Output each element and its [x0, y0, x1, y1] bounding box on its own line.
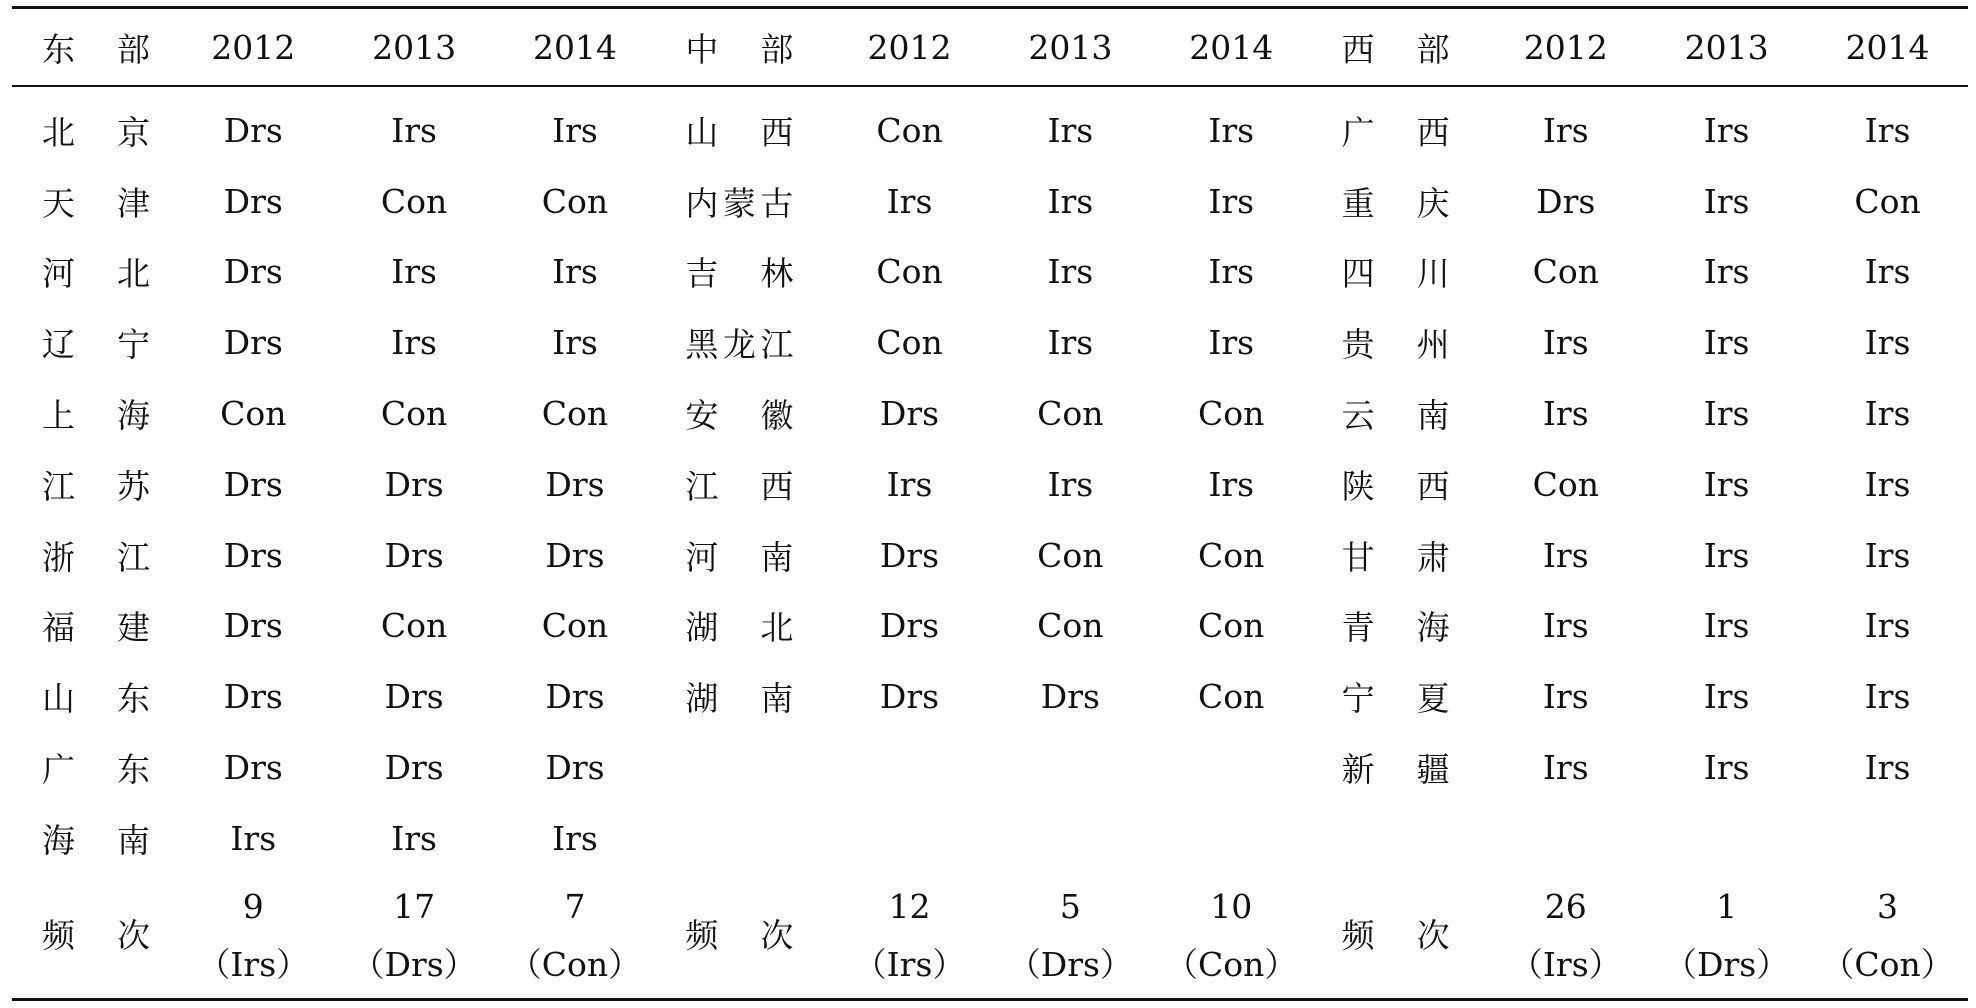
rts-value-west-2013: [1646, 803, 1807, 874]
header-east-2012: 2012: [211, 27, 296, 67]
province-name-central: 湖南: [685, 679, 794, 719]
rts-value-west-2014: [1807, 803, 1968, 874]
rts-value-central-2013: Con: [1037, 606, 1104, 646]
rts-value-central-2013: Con: [1037, 394, 1104, 434]
header-west-2014: 2014: [1845, 27, 1930, 67]
rts-value-west-2014: Irs: [1864, 535, 1911, 575]
table-row: [12, 661, 1968, 732]
rts-value-east-2013: Drs: [384, 748, 444, 788]
province-name-central: 河南: [685, 537, 794, 577]
rts-value-west-2013: Irs: [1703, 394, 1750, 434]
table-row: [12, 237, 1968, 308]
table-row: [12, 732, 1968, 803]
header-west-2012: 2012: [1523, 27, 1608, 67]
rts-value-central-2014: Irs: [1208, 110, 1255, 150]
freq-west-2013: 1 （Drs）: [1664, 886, 1790, 984]
table-row: [12, 307, 1968, 378]
rts-value-central-2014: [1151, 803, 1312, 874]
rts-value-west-2014: Con: [1854, 181, 1921, 221]
rts-value-east-2012: Irs: [230, 818, 277, 858]
rts-value-east-2014: Irs: [552, 323, 598, 363]
rts-value-central-2014: Con: [1198, 535, 1265, 575]
header-central-2012: 2012: [867, 27, 952, 67]
header-central-2013: 2013: [1028, 27, 1113, 67]
freq-central-2014: 10 （Con）: [1165, 886, 1298, 984]
rts-value-central-2014: Con: [1198, 606, 1265, 646]
rts-value-east-2014: Con: [541, 606, 609, 646]
rts-value-east-2014: Drs: [545, 748, 605, 788]
rts-value-central-2012: Irs: [886, 181, 933, 221]
rts-value-east-2012: Drs: [223, 110, 283, 150]
returns-to-scale-table: [12, 6, 1968, 1001]
rts-value-east-2012: Drs: [223, 606, 283, 646]
rts-value-east-2013: Drs: [384, 535, 444, 575]
rts-value-west-2014: Irs: [1864, 394, 1911, 434]
province-name-west: 广西: [1341, 112, 1450, 152]
province-name-west: 甘肃: [1341, 537, 1450, 577]
freq-central-2012: 12 （Irs）: [853, 886, 966, 984]
rts-value-west-2013: Irs: [1703, 110, 1750, 150]
rts-value-central-2013: Drs: [1040, 677, 1100, 717]
rts-value-central-2012: Drs: [879, 606, 940, 646]
rts-value-west-2014: Irs: [1864, 464, 1911, 504]
rts-value-central-2012: Drs: [879, 394, 940, 434]
rts-value-west-2012: Drs: [1536, 181, 1596, 221]
rts-value-central-2012: Con: [876, 110, 943, 150]
rts-value-east-2013: Con: [380, 181, 448, 221]
rts-value-east-2013: Con: [380, 606, 448, 646]
province-name-central: [655, 732, 829, 803]
rts-value-east-2014: Con: [541, 181, 609, 221]
table-row: [12, 166, 1968, 237]
rts-value-central-2014: Con: [1198, 394, 1265, 434]
province-name-central: [655, 803, 829, 874]
rts-value-east-2013: Irs: [391, 818, 437, 858]
table-row: [12, 449, 1968, 520]
rts-value-west-2013: Irs: [1703, 464, 1750, 504]
rts-value-east-2013: Drs: [384, 677, 444, 717]
province-name-west: 四川: [1341, 254, 1450, 294]
province-name-east: 广东: [42, 750, 150, 790]
province-name-east: 山东: [42, 679, 150, 719]
header-west: 西 部: [1341, 29, 1450, 69]
rts-value-central-2014: [1151, 732, 1312, 803]
header-west-2013: 2013: [1684, 27, 1769, 67]
rts-value-east-2013: Irs: [391, 252, 437, 292]
rts-value-east-2012: Drs: [223, 535, 283, 575]
province-name-central: 吉林: [685, 254, 794, 294]
rts-value-west-2013: Irs: [1703, 606, 1750, 646]
rts-value-west-2014: Irs: [1864, 748, 1911, 788]
province-name-east: 海南: [42, 820, 150, 860]
rts-value-west-2012: Irs: [1542, 748, 1589, 788]
province-name-west: 云南: [1341, 396, 1450, 436]
rts-value-central-2012: [829, 803, 990, 874]
rts-value-east-2014: Drs: [545, 464, 605, 504]
rts-value-west-2014: Irs: [1864, 252, 1911, 292]
rts-value-west-2013: Irs: [1703, 323, 1750, 363]
rts-value-east-2014: Drs: [545, 535, 605, 575]
province-name-east: 北京: [42, 112, 150, 152]
rts-value-west-2012: Con: [1532, 252, 1599, 292]
rts-value-west-2012: Irs: [1542, 606, 1589, 646]
rts-value-east-2012: Drs: [223, 323, 283, 363]
rts-value-central-2014: Irs: [1208, 323, 1255, 363]
rts-value-east-2013: Con: [380, 394, 448, 434]
rts-value-central-2013: Irs: [1047, 110, 1094, 150]
rts-value-central-2013: Irs: [1047, 464, 1094, 504]
province-name-east: 辽宁: [42, 325, 150, 365]
header-central-2014: 2014: [1189, 27, 1274, 67]
rts-value-central-2014: Con: [1198, 677, 1265, 717]
table-row: [12, 520, 1968, 591]
freq-east-2013: 17 （Drs）: [351, 886, 477, 984]
rts-value-west-2013: Irs: [1703, 252, 1750, 292]
province-name-central: 江西: [685, 466, 794, 506]
rts-value-west-2012: Irs: [1542, 394, 1589, 434]
rts-value-east-2012: Con: [220, 394, 287, 434]
rts-value-east-2012: Drs: [223, 748, 283, 788]
province-name-west: 陕西: [1341, 466, 1450, 506]
rts-value-west-2013: Irs: [1703, 181, 1750, 221]
rts-value-central-2013: [990, 732, 1151, 803]
rts-value-central-2013: Con: [1037, 535, 1104, 575]
table-header: [12, 8, 1968, 87]
header-row: [12, 8, 1968, 87]
rts-value-central-2012: Drs: [879, 677, 940, 717]
rts-value-east-2014: Irs: [552, 110, 598, 150]
rts-value-central-2012: Irs: [886, 464, 933, 504]
rts-value-central-2014: Irs: [1208, 464, 1255, 504]
rts-value-central-2013: Irs: [1047, 252, 1094, 292]
rts-value-east-2012: Drs: [223, 677, 283, 717]
province-name-west: 贵州: [1341, 325, 1450, 365]
frequency-label-central: 频 次: [685, 915, 794, 955]
province-name-central: 安徽: [685, 396, 794, 436]
table-body: [12, 86, 1968, 999]
data-table: [12, 6, 1968, 1001]
freq-east-2012: 9 （Irs）: [197, 886, 310, 984]
rts-value-west-2014: Irs: [1864, 606, 1911, 646]
province-name-west: 青海: [1341, 608, 1450, 648]
province-name-east: 天津: [42, 183, 150, 223]
rts-value-west-2012: Con: [1532, 464, 1599, 504]
header-east-2013: 2013: [372, 27, 457, 67]
rts-value-central-2014: Irs: [1208, 252, 1255, 292]
freq-central-2013: 5 （Drs）: [1007, 886, 1133, 984]
rts-value-west-2014: Irs: [1864, 677, 1911, 717]
province-name-central: 黑龙江: [685, 325, 794, 365]
rts-value-west-2013: Irs: [1703, 677, 1750, 717]
rts-value-central-2012: Con: [876, 323, 943, 363]
rts-value-central-2013: Irs: [1047, 323, 1094, 363]
freq-west-2014: 3 （Con）: [1821, 886, 1954, 984]
rts-value-east-2012: Drs: [223, 181, 283, 221]
table-row: [12, 591, 1968, 662]
rts-value-east-2014: Irs: [552, 252, 598, 292]
province-name-central: 山西: [685, 112, 794, 152]
rts-value-east-2014: Drs: [545, 677, 605, 717]
rts-value-east-2014: Irs: [552, 818, 598, 858]
rts-value-east-2013: Irs: [391, 110, 437, 150]
rts-value-central-2012: Con: [876, 252, 943, 292]
rts-value-central-2014: Irs: [1208, 181, 1255, 221]
rts-value-west-2013: Irs: [1703, 535, 1750, 575]
province-name-east: 上海: [42, 396, 150, 436]
province-name-east: 浙江: [42, 537, 150, 577]
rts-value-central-2012: [829, 732, 990, 803]
province-name-east: 江苏: [42, 466, 150, 506]
province-name-west: 宁夏: [1341, 679, 1450, 719]
rts-value-central-2013: [990, 803, 1151, 874]
province-name-west: 重庆: [1341, 183, 1450, 223]
province-name-east: 河北: [42, 254, 150, 294]
province-name-east: 福建: [42, 608, 150, 648]
rts-value-west-2012: Irs: [1542, 535, 1589, 575]
rts-value-east-2014: Con: [541, 394, 609, 434]
province-name-central: 湖北: [685, 608, 794, 648]
rts-value-west-2012: [1485, 803, 1646, 874]
frequency-label-west: 频 次: [1341, 915, 1450, 955]
province-name-central: 内蒙古: [685, 183, 794, 223]
freq-west-2012: 26 （Irs）: [1509, 886, 1622, 984]
rts-value-west-2012: Irs: [1542, 110, 1589, 150]
table-row: [12, 86, 1968, 166]
province-name-west: 新疆: [1341, 750, 1450, 790]
frequency-row: [12, 874, 1968, 1000]
rts-value-west-2012: Irs: [1542, 323, 1589, 363]
rts-value-west-2014: Irs: [1864, 110, 1911, 150]
rts-value-east-2013: Drs: [384, 464, 444, 504]
rts-value-east-2012: Drs: [223, 464, 283, 504]
rts-value-central-2012: Drs: [879, 535, 940, 575]
rts-value-west-2013: Irs: [1703, 748, 1750, 788]
province-name-west: [1312, 803, 1486, 874]
frequency-label-east: 频 次: [42, 915, 150, 955]
rts-value-east-2013: Irs: [391, 323, 437, 363]
header-east: 东 部: [42, 29, 150, 69]
rts-value-west-2014: Irs: [1864, 323, 1911, 363]
rts-value-west-2012: Irs: [1542, 677, 1589, 717]
rts-value-central-2013: Irs: [1047, 181, 1094, 221]
rts-value-east-2012: Drs: [223, 252, 283, 292]
table-row: [12, 803, 1968, 874]
header-east-2014: 2014: [532, 27, 617, 67]
header-central: 中 部: [685, 29, 794, 69]
freq-east-2014: 7 （Con）: [508, 886, 642, 984]
table-row: [12, 378, 1968, 449]
